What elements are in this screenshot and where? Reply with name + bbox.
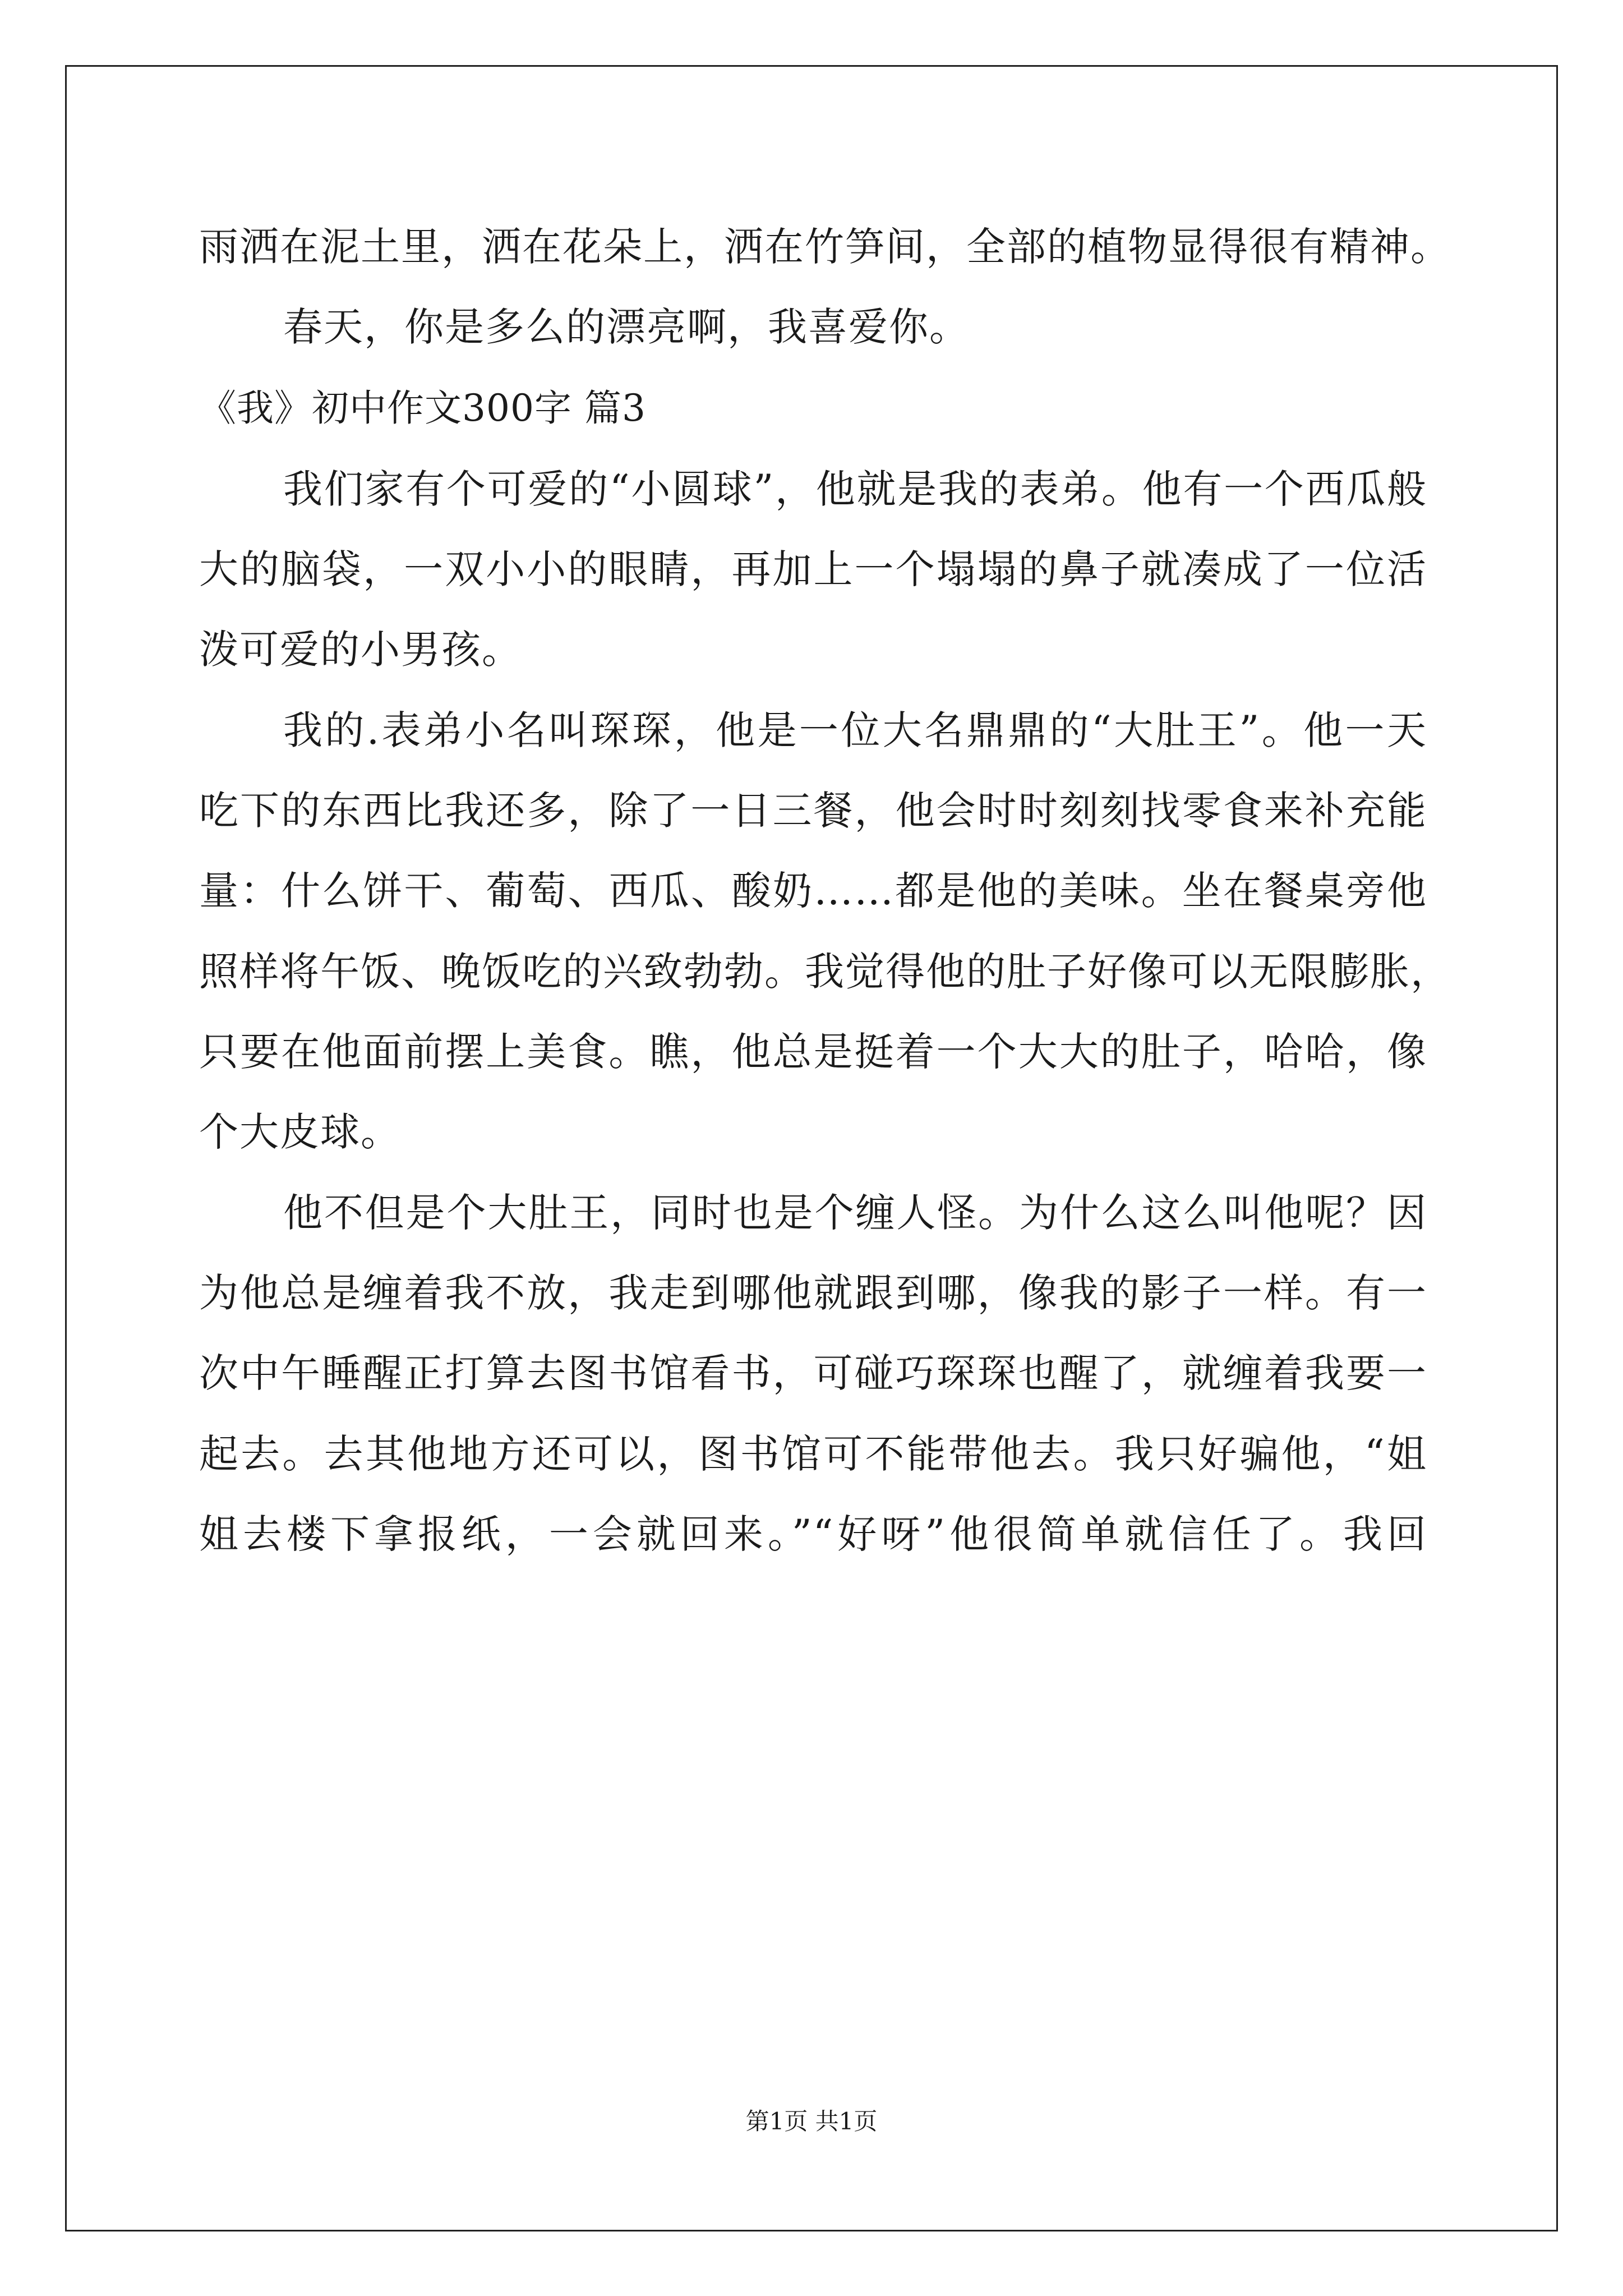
text-line: 我的.表弟小名叫琛琛，他是一位大名鼎鼎的“大肚王”。他一天: [283, 707, 1427, 753]
text-line: 为他总是缠着我不放，我走到哪他就跟到哪，像我的影子一样。有一: [199, 1270, 1427, 1316]
text-line: 春天，你是多么的漂亮啊，我喜爱你。: [283, 304, 970, 350]
section-heading: 《我》初中作文300字 篇3: [199, 386, 646, 430]
text-line: 雨洒在泥土里，洒在花朵上，洒在竹笋间，全部的植物显得很有精神。: [199, 224, 1451, 270]
page-number: 第1页 共1页: [745, 2108, 878, 2135]
text-line: 量：什么饼干、葡萄、西瓜、酸奶……都是他的美味。坐在餐桌旁他: [199, 868, 1427, 914]
text-line: 大的脑袋，一双小小的眼睛，再加上一个塌塌的鼻子就凑成了一位活: [199, 546, 1427, 592]
text-line: 我们家有个可爱的“小圆球”，他就是我的表弟。他有一个西瓜般: [283, 466, 1427, 512]
text-line: 次中午睡醒正打算去图书馆看书，可碰巧琛琛也醒了，就缠着我要一: [199, 1350, 1427, 1396]
text-line: 吃下的东西比我还多，除了一日三餐，他会时时刻刻找零食来补充能: [199, 788, 1427, 834]
text-line: 只要在他面前摆上美食。瞧，他总是挺着一个大大的肚子，哈哈，像: [199, 1029, 1427, 1075]
text-line: 起去。去其他地方还可以，图书馆可不能带他去。我只好骗他，“姐: [199, 1431, 1427, 1477]
text-line: 个大皮球。: [199, 1109, 401, 1155]
text-line: 他不但是个大肚王，同时也是个缠人怪。为什么这么叫他呢？因: [283, 1190, 1427, 1236]
text-line: 照样将午饭、晚饭吃的兴致勃勃。我觉得他的肚子好像可以无限膨胀，: [199, 949, 1451, 995]
text-line: 姐去楼下拿报纸，一会就回来。”“好呀”他很简单就信任了。我回: [199, 1511, 1427, 1557]
text-line: 泼可爱的小男孩。: [199, 627, 522, 673]
